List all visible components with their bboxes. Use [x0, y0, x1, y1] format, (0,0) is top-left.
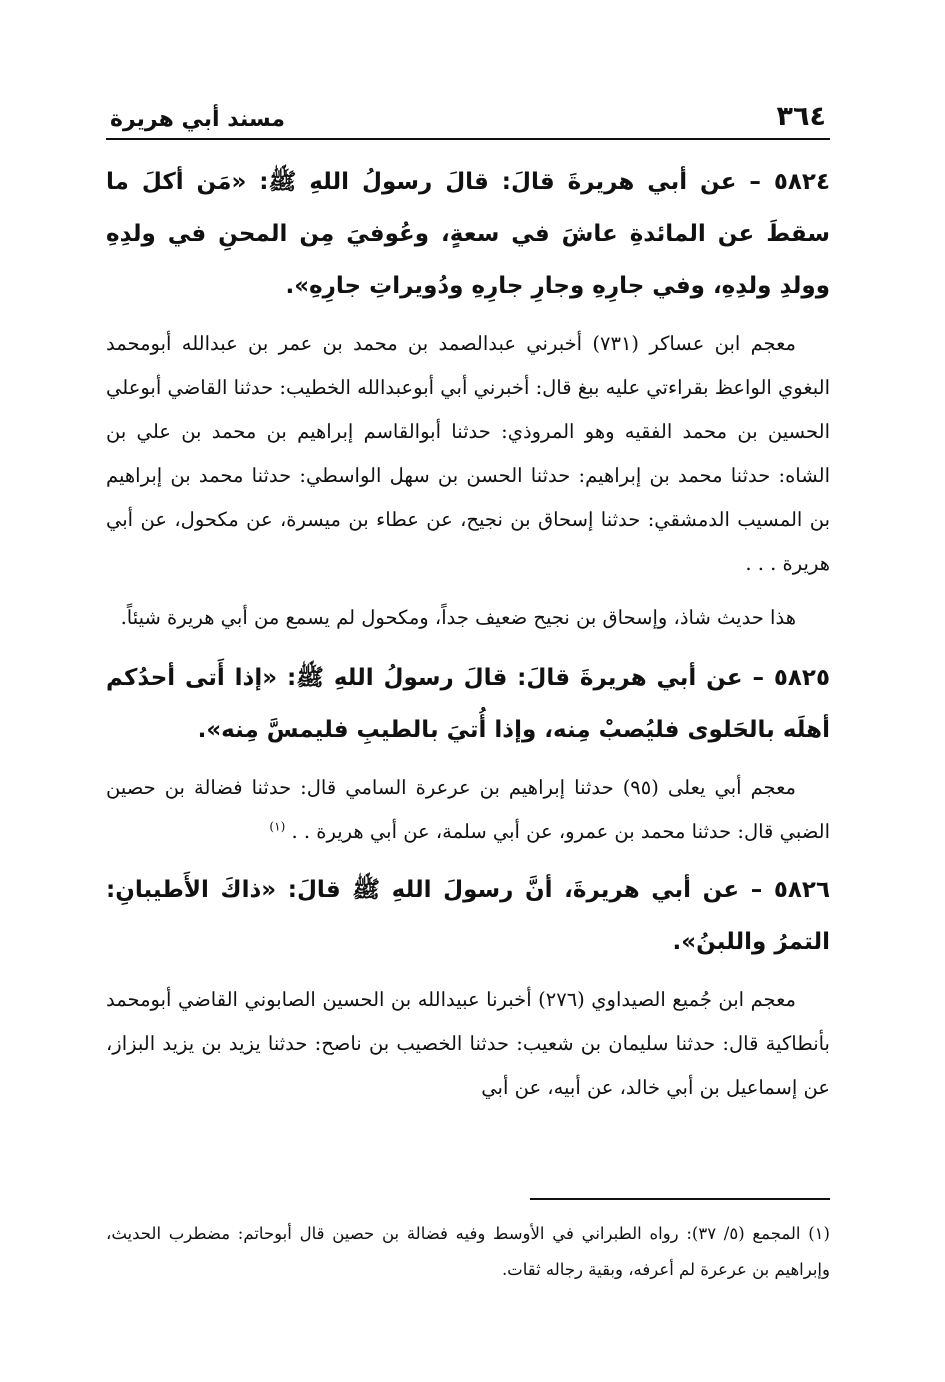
page-number: ٣٦٤ [776, 101, 826, 132]
hadith-text: عن أبي هريرةَ، أنَّ رسولَ اللهِ ﷺ قالَ: «ذاكَ الأَطيبانِ: التمرُ واللبنُ». [106, 877, 830, 955]
book-title: مسند أبي هريرة [110, 107, 285, 132]
hadith-5826 [106, 864, 830, 968]
hadith-text: عن أبي هريرةَ قالَ: قالَ رسولُ اللهِ ﷺ: «مَن أكلَ ما سقطَ عن المائدةِ عاشَ في سعةٍ، وعُوفيَ مِن المحنِ في ولدِهِ وولدِ ولدِهِ، وفي جارِهِ وجارِ جارِهِ ودُويراتِ جارِهِ». [106, 169, 830, 299]
hadith-number: ٥٨٢٤ – [749, 169, 830, 195]
hadith-source-text: معجم أبي يعلى (٩٥) حدثنا إبراهيم بن عرعرة السامي قال: حدثنا فضالة بن حصين الضبي قال: حدثنا محمد بن عمرو، عن أبي سلمة، عن أبي هريرة . . [106, 776, 830, 843]
running-header [106, 96, 830, 140]
hadith-5825 [106, 652, 830, 756]
hadith-source [106, 766, 830, 854]
footnotes [106, 1216, 830, 1288]
hadith-comment: هذا حديث شاذ، وإسحاق بن نجيح ضعيف جداً، ومكحول لم يسمع من أبي هريرة شيئاً. [120, 606, 796, 629]
page-content [106, 96, 830, 1120]
footnote-reference: (١) [269, 819, 286, 834]
hadith-source: معجم ابن عساكر (٧٣١) أخبرني عبدالصمد بن محمد بن عمر بن عبدالله أبومحمد البغوي الواعظ بقراءتي عليه ببغ قال: أخبرني أبي أبوعبدالله الخطيب: حدثنا القاضي أبوعلي الحسين بن محمد الفقيه وهو المروذي: حدثنا أبوالقاسم إبراهيم بن محمد بن علي بن الشاه: حدثنا محمد بن إبراهيم: حدثنا الحسن بن سهل الواسطي: حدثنا محمد بن إبراهيم بن المسيب الدمشقي: حدثنا إسحاق بن نجيح، عن عطاء بن ميسرة، عن مكحول، عن أبي هريرة . . . [106, 332, 830, 575]
hadith-5824 [106, 156, 830, 312]
footnote-1: (١) المجمع (٥/ ٣٧): رواه الطبراني في الأوسط وفيه فضالة بن حصين قال أبوحاتم: مضطرب الحديث، وإبراهيم بن عرعرة لم أعرفه، وبقية رجاله ثقات. [106, 1224, 830, 1279]
hadith-source: معجم ابن جُميع الصيداوي (٢٧٦) أخبرنا عبيدالله بن الحسين الصابوني القاضي أبومحمد بأنطاكية قال: حدثنا سليمان بن شعيب: حدثنا الخصيب بن ناصح: حدثنا يزيد بن يزيد البزاز، عن إسماعيل بن أبي خالد، عن أبيه، عن أبي [106, 988, 830, 1099]
hadith-text: عن أبي هريرةَ قالَ: قالَ رسولُ اللهِ ﷺ: «إذا أَتى أحدُكم أهلَه بالحَلوى فليُصبْ مِنه، وإذا أُتيَ بالطيبِ فليمسَّ مِنه». [106, 665, 830, 743]
hadith-number: ٥٨٢٦ – [750, 877, 830, 903]
page-body [106, 156, 830, 1110]
footnote-divider [530, 1198, 830, 1200]
hadith-number: ٥٨٢٥ – [752, 665, 830, 691]
